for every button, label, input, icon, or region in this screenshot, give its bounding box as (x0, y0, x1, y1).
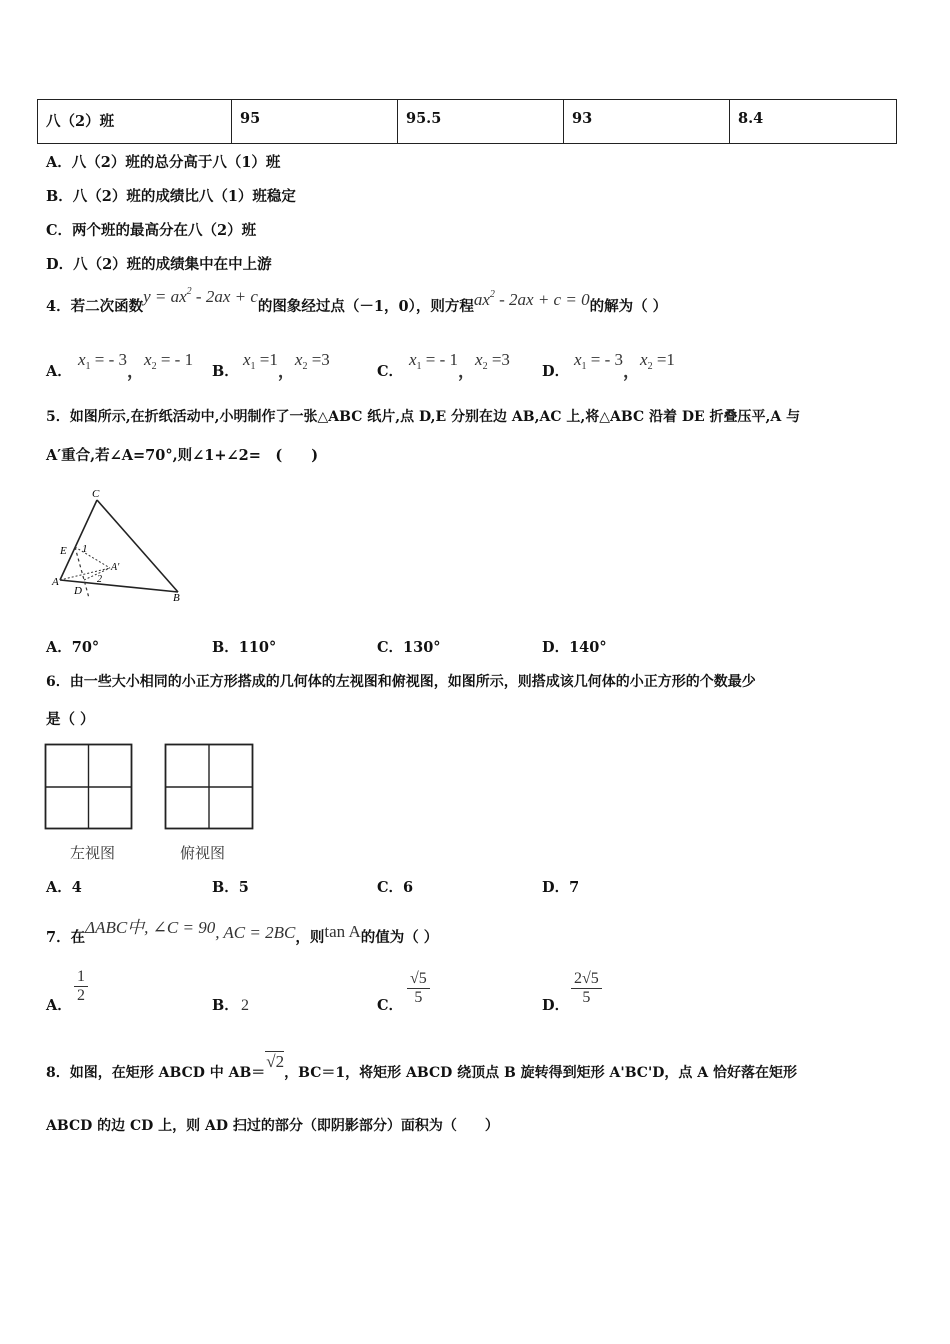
q7-option-a-label: A． (46, 997, 72, 1014)
q7-option-c-label: C． (377, 997, 404, 1014)
q7-option-b-value: 2 (241, 997, 249, 1014)
q4-stem-mid: 的图象经过点（－1，0），则方程 (257, 298, 474, 315)
label-B: B (173, 592, 180, 604)
label-E: E (60, 545, 67, 557)
table-cell-mode: 93 (564, 100, 730, 144)
q7-stem-pre: 7．在 (46, 929, 86, 946)
q4-option-a: $x_1$ = - 3，$x_2$ = - 1 (78, 350, 194, 381)
q4-option-a-label: A． (46, 363, 72, 380)
q7-option-a-fraction: $\frac{1}{2}$ (74, 968, 88, 1005)
q4-equation: $ax^2 - 2ax + c = 0$ (473, 289, 590, 309)
q6-stem-line1: 6．由一些大小相同的小正方形搭成的几何体的左视图和俯视图，如图所示，则搭成该几何体的小正方形的个数最少 (46, 674, 756, 690)
q7-option-b-label: B． (212, 997, 239, 1014)
label-D: D (74, 585, 82, 597)
q5-option-c: C．130° (377, 639, 441, 656)
q6-top-view (164, 743, 256, 833)
q7-option-d-label: D． (542, 997, 570, 1014)
q5-stem-line1: 5．如图所示,在折纸活动中,小明制作了一张△ABC 纸片,点 D,E 分别在边 AB,AC 上,将△ABC 沿着 DE 折叠压平,A 与 (46, 409, 801, 425)
q4-option-c: $x_1$ = - 1，$x_2 =3$ (409, 350, 510, 381)
table-cell-class: 八（2）班 (38, 100, 232, 144)
table-cell-variance: 8.4 (730, 100, 897, 144)
q6-option-c: C．6 (377, 879, 414, 896)
q6-stem-line2: 是（ ） (46, 711, 95, 728)
q8-stem-line1 (46, 1052, 797, 1089)
q7-condition-2: , AC = 2BC (215, 923, 296, 942)
q8-stem-line2: ABCD 的边 CD 上，则 AD 扫过的部分（即阴影部分）面积为（ ） (46, 1118, 499, 1134)
q5-stem-line2: A′重合,若∠A=70°,则∠1+∠2= ( ) (46, 447, 319, 464)
label-A: A (52, 576, 59, 588)
q5-triangle-figure (48, 484, 188, 606)
q7-option-d-fraction: $\frac{2√5}{5}$ (571, 970, 602, 1007)
label-angle-1: 1 (82, 543, 88, 555)
q7-option-c-fraction: $\frac{√5}{5}$ (407, 970, 430, 1007)
score-table (37, 99, 897, 144)
q7-stem-mid: ，则 (295, 929, 325, 946)
q4-function: $y = ax^2 - 2ax + c$ (143, 286, 258, 306)
q5-option-d: D．140° (542, 639, 607, 656)
q5-option-b: B．110° (212, 639, 277, 656)
q3-option-b: B．八（2）班的成绩比八（1）班稳定 (46, 188, 296, 205)
q4-option-b-label: B． (212, 363, 239, 380)
table-cell-mean: 95 (232, 100, 398, 144)
q7-condition-1: ΔABC中, ∠C = 90 (85, 918, 216, 937)
q7-stem-end: 的值为（ ） (360, 929, 439, 946)
q8-stem-pre: 8．如图，在矩形 ABCD 中 AB＝ (46, 1065, 266, 1081)
q4-stem-pre: 4．若二次函数 (46, 298, 144, 315)
q3-option-a: A．八（2）班的总分高于八（1）班 (46, 154, 281, 171)
q7-tan-a: tan A (324, 922, 361, 941)
table-cell-median: 95.5 (398, 100, 564, 144)
label-angle-2: 2 (97, 574, 102, 585)
table-row (38, 100, 897, 144)
label-A-prime: A' (111, 562, 120, 573)
q7-stem (46, 918, 439, 947)
q6-option-d: D．7 (542, 879, 580, 896)
q6-left-view-caption: 左视图 (70, 844, 116, 862)
q6-option-a: A．4 (46, 879, 82, 896)
q6-option-b: B．5 (212, 879, 249, 896)
q4-option-d-label: D． (542, 363, 570, 380)
q3-option-d: D．八（2）班的成绩集中在中上游 (46, 256, 272, 273)
q5-option-a: A．70° (46, 639, 100, 656)
q8-sqrt2: √2 (266, 1052, 285, 1071)
q6-top-view-caption: 俯视图 (180, 844, 226, 862)
q8-stem-rest: ，BC＝1，将矩形 ABCD 绕顶点 B 旋转得到矩形 A'BC'D，点 A 恰好落在矩形 (284, 1065, 797, 1081)
q4-option-c-label: C． (377, 363, 404, 380)
q4-stem-end: 的解为（ ） (589, 298, 668, 315)
q4-option-d: $x_1$ = - 3，$x_2 =1$ (574, 350, 675, 381)
q4-option-b: $x_1 =1$，$x_2 =3$ (243, 350, 330, 381)
q6-left-view (44, 743, 134, 833)
q4-stem (46, 286, 668, 323)
q3-option-c: C．两个班的最高分在八（2）班 (46, 222, 257, 239)
label-C: C (92, 488, 100, 500)
